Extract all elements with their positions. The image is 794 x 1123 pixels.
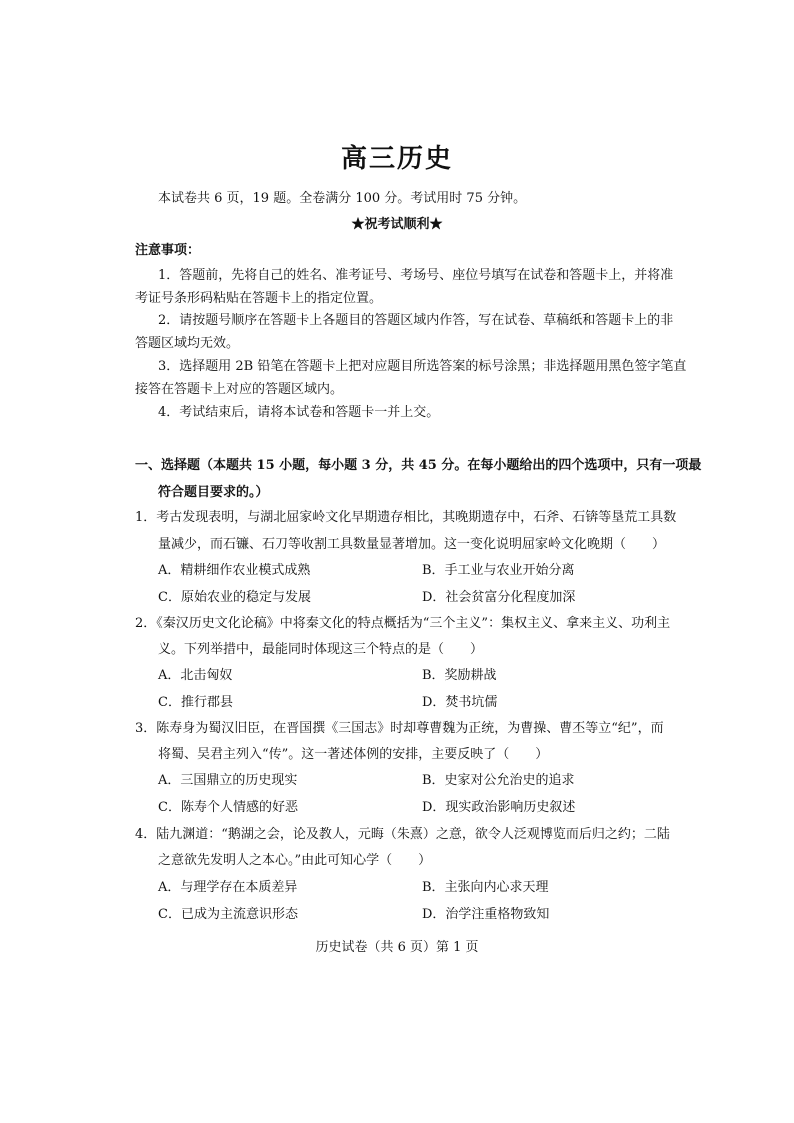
notice-item-3-line2: 接答在答题卡上对应的答题区域内。 xyxy=(135,382,344,397)
question-4-option-c: C．已成为主流意识形态 xyxy=(158,907,298,922)
question-1-option-d: D．社会贫富分化程度加深 xyxy=(422,590,576,605)
question-1-line2: 量减少，而石镰、石刀等收割工具数量显著增加。这一变化说明屈家岭文化晚期（ ） xyxy=(158,537,666,552)
notice-item-2-line2: 答题区域均无效。 xyxy=(135,336,240,351)
notice-item-1-line2: 考证号条形码粘贴在答题卡上的指定位置。 xyxy=(135,291,383,306)
question-3-option-c: C．陈寿个人情感的好恶 xyxy=(158,800,298,815)
notice-item-4-line1: 4．考试结束后，请将本试卷和答题卡一并上交。 xyxy=(158,405,440,420)
question-3-option-a: A．三国鼎立的历史现实 xyxy=(158,773,298,788)
question-2-option-b: B．奖励耕战 xyxy=(422,668,497,683)
page-footer: 历史试卷（共 6 页）第 1 页 xyxy=(315,940,479,955)
question-4-option-a: A．与理学存在本质差异 xyxy=(158,880,298,895)
question-1-option-c: C．原始农业的稳定与发展 xyxy=(158,590,311,605)
question-4-line1: 4．陆九渊道：“鹅湖之会，论及教人，元晦（朱熹）之意，欲令人泛观博览而后归之约；二陆 xyxy=(135,827,670,842)
exam-title: 高三历史 xyxy=(340,144,453,174)
exam-intro: 本试卷共 6 页，19 题。全卷满分 100 分。考试用时 75 分钟。 xyxy=(158,191,527,206)
notice-item-2-line1: 2．请按题号顺序在答题卡上各题目的答题区域内作答，写在试卷、草稿纸和答题卡上的非 xyxy=(158,313,674,328)
question-2-option-c: C．推行郡县 xyxy=(158,695,233,710)
notice-heading: 注意事项： xyxy=(135,243,201,258)
question-2-option-a: A．北击匈奴 xyxy=(158,668,233,683)
good-luck-banner: ★祝考试顺利★ xyxy=(351,217,443,232)
question-4-option-d: D．治学注重格物致知 xyxy=(422,907,550,922)
section-1-heading-line2: 符合题目要求的。） xyxy=(158,485,269,500)
question-2-line1: 2．《秦汉历史文化论稿》中将秦文化的特点概括为“三个主义”：集权主义、拿来主义、功利主 xyxy=(135,616,671,631)
question-3-line2: 将蜀、吴君主列入“传”。这一著述体例的安排，主要反映了（ ） xyxy=(158,747,549,762)
question-3-option-d: D．现实政治影响历史叙述 xyxy=(422,800,576,815)
question-4-option-b: B．主张向内心求天理 xyxy=(422,880,549,895)
question-2-line2: 义。下列举措中，最能同时体现这三个特点的是（ ） xyxy=(158,642,484,657)
notice-item-3-line1: 3．选择题用 2B 铅笔在答题卡上把对应题目所选答案的标号涂黑；非选择题用黑色签字笔直 xyxy=(158,359,687,374)
question-3-line1: 3．陈寿身为蜀汉旧臣，在晋国撰《三国志》时却尊曹魏为正统，为曹操、曹丕等立“纪”，而 xyxy=(135,721,664,736)
question-3-option-b: B．史家对公允治史的追求 xyxy=(422,773,575,788)
question-1-line1: 1．考古发现表明，与湖北屈家岭文化早期遗存相比，其晚期遗存中，石斧、石锛等垦荒工具数 xyxy=(135,510,677,525)
question-1-option-b: B．手工业与农业开始分离 xyxy=(422,563,575,578)
question-1-option-a: A．精耕细作农业模式成熟 xyxy=(158,563,311,578)
notice-item-1-line1: 1．答题前，先将自己的姓名、准考证号、考场号、座位号填写在试卷和答题卡上，并将准 xyxy=(158,268,674,283)
question-4-line2: 之意欲先发明人之本心。”由此可知心学（ ） xyxy=(158,853,432,868)
question-2-option-d: D．焚书坑儒 xyxy=(422,695,498,710)
section-1-heading-line1: 一、选择题（本题共 15 小题，每小题 3 分，共 45 分。在每小题给出的四个选项中，只有一项最 xyxy=(135,458,702,473)
